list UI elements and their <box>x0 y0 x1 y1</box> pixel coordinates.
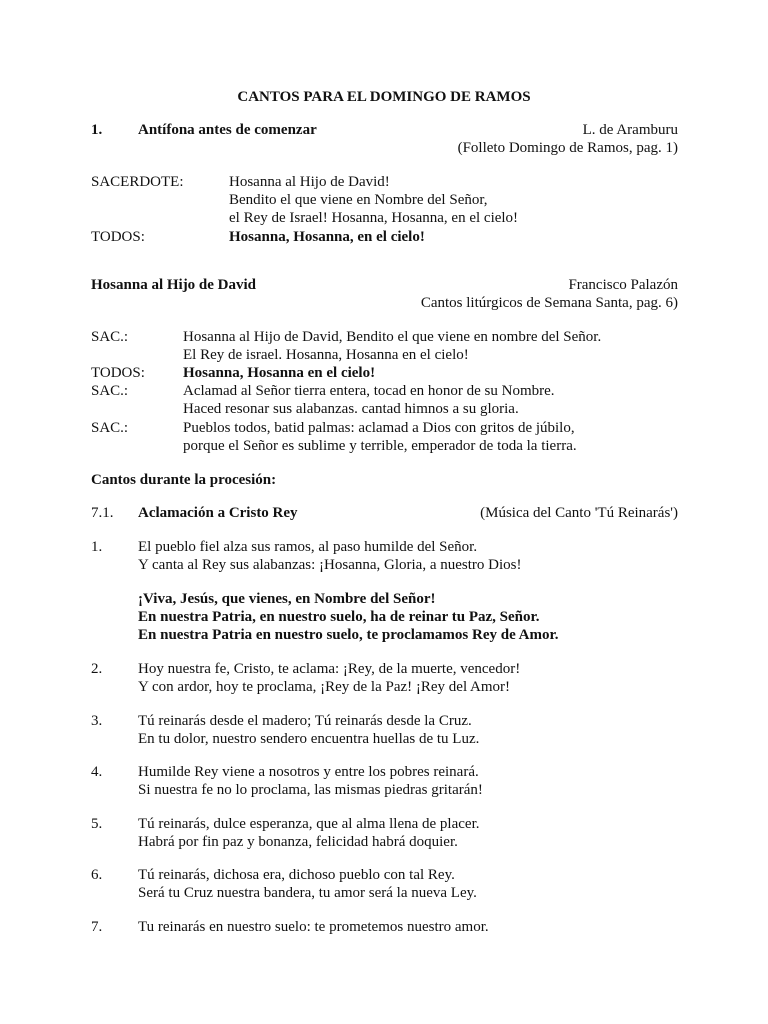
stanza-line: El pueblo fiel alza sus ramos, al paso humilde del Señor. <box>138 539 478 555</box>
role-label: SAC.: <box>91 383 129 399</box>
stanza-line: Tú reinarás, dulce esperanza, que al alma llena de placer. <box>138 816 480 832</box>
stanza-number: 3. <box>91 713 103 729</box>
stanza-line: En tu dolor, nuestro sendero encuentra huellas de tu Luz. <box>138 731 480 747</box>
liturgy-line: Aclamad al Señor tierra entera, tocad en honor de su Nombre. <box>183 383 555 399</box>
liturgy-line: el Rey de Israel! Hosanna, Hosanna, en el cielo! <box>229 210 519 226</box>
liturgy-line: El Rey de israel. Hosanna, Hosanna en el cielo! <box>183 347 469 363</box>
stanza-line: Y canta al Rey sus alabanzas: ¡Hosanna, Gloria, a nuestro Dios! <box>138 557 522 573</box>
stanza-number: 5. <box>91 816 103 832</box>
stanza-line: Hoy nuestra fe, Cristo, te aclama: ¡Rey, de la muerte, vencedor! <box>138 661 521 677</box>
section-source: Cantos litúrgicos de Semana Santa, pag. 6) <box>420 295 678 311</box>
role-label: TODOS: <box>91 229 145 245</box>
section-heading: Antífona antes de comenzar <box>138 122 317 138</box>
stanza-line: Tu reinarás en nuestro suelo: te prometemos nuestro amor. <box>138 919 489 935</box>
procession-heading: Cantos durante la procesión: <box>91 472 277 488</box>
section-author: Francisco Palazón <box>568 277 678 293</box>
liturgy-response: Hosanna, Hosanna en el cielo! <box>183 365 376 381</box>
chorus-line: ¡Viva, Jesús, que vienes, en Nombre del Señor! <box>138 591 436 607</box>
stanza-line: Será tu Cruz nuestra bandera, tu amor será la nueva Ley. <box>138 885 477 901</box>
role-label: SAC.: <box>91 329 129 345</box>
liturgy-line: Bendito el que viene en Nombre del Señor, <box>229 192 488 208</box>
subsection-number: 7.1. <box>91 505 114 521</box>
stanza-number: 6. <box>91 867 103 883</box>
liturgy-line: Hosanna al Hijo de David, Bendito el que viene en nombre del Señor. <box>183 329 602 345</box>
liturgy-line: porque el Señor es sublime y terrible, emperador de toda la tierra. <box>183 438 577 454</box>
subsection-heading: Aclamación a Cristo Rey <box>138 505 298 521</box>
role-label: SACERDOTE: <box>91 174 184 190</box>
section-author: L. de Aramburu <box>582 122 678 138</box>
stanza-line: Si nuestra fe no lo proclama, las mismas piedras gritarán! <box>138 782 483 798</box>
section-heading: Hosanna al Hijo de David <box>91 277 257 293</box>
section-source: (Folleto Domingo de Ramos, pag. 1) <box>457 140 678 156</box>
section-number: 1. <box>91 122 103 138</box>
stanza-line: Humilde Rey viene a nosotros y entre los pobres reinará. <box>138 764 479 780</box>
stanza-number: 1. <box>91 539 103 555</box>
role-label: SAC.: <box>91 420 129 436</box>
stanza-line: Tú reinarás, dichosa era, dichoso pueblo con tal Rey. <box>138 867 455 883</box>
liturgy-line: Hosanna al Hijo de David! <box>229 174 390 190</box>
stanza-number: 7. <box>91 919 103 935</box>
music-note: (Música del Canto 'Tú Reinarás') <box>480 505 678 521</box>
liturgy-line: Haced resonar sus alabanzas. cantad himnos a su gloria. <box>183 401 519 417</box>
stanza-line: Habrá por fin paz y bonanza, felicidad habrá doquier. <box>138 834 458 850</box>
liturgy-response: Hosanna, Hosanna, en el cielo! <box>229 229 425 245</box>
stanza-line: Tú reinarás desde el madero; Tú reinarás desde la Cruz. <box>138 713 472 729</box>
stanza-line: Y con ardor, hoy te proclama, ¡Rey de la Paz! ¡Rey del Amor! <box>138 679 511 695</box>
chorus-line: En nuestra Patria, en nuestro suelo, ha de reinar tu Paz, Señor. <box>138 609 540 625</box>
role-label: TODOS: <box>91 365 145 381</box>
chorus-line: En nuestra Patria en nuestro suelo, te proclamamos Rey de Amor. <box>138 627 559 643</box>
stanza-number: 4. <box>91 764 103 780</box>
stanza-number: 2. <box>91 661 103 677</box>
document-title: CANTOS PARA EL DOMINGO DE RAMOS <box>237 89 531 105</box>
liturgy-line: Pueblos todos, batid palmas: aclamad a Dios con gritos de júbilo, <box>183 420 575 436</box>
